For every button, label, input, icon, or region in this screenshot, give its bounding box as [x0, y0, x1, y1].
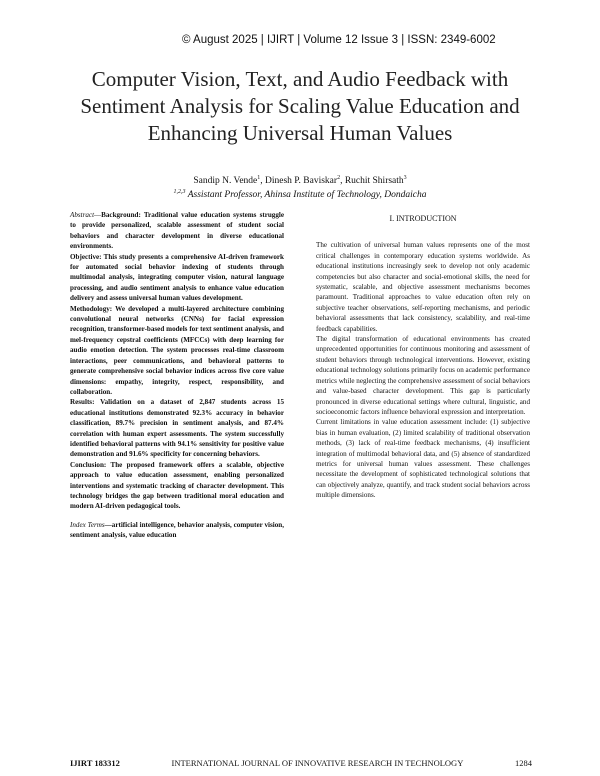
- abstract-label: Results:: [70, 398, 95, 407]
- footer-paper-id: IJIRT 183312: [70, 758, 120, 768]
- journal-header: © August 2025 | IJIRT | Volume 12 Issue 3 | ISSN: 2349-6002: [182, 34, 496, 46]
- affiliation-mark: 1,2,3: [173, 188, 186, 195]
- author-affiliation-mark: 2: [337, 174, 341, 181]
- author-separator: ,: [340, 176, 345, 186]
- abstract-lead: Abstract: [70, 211, 95, 219]
- author-list: [40, 175, 560, 187]
- page-footer: [70, 758, 532, 768]
- abstract-text: Validation on a dataset of 2,847 students across 15 educational institutions demonstrated 92.3% accuracy in behavior classification, 89.7% precision in sentiment analysis, and 87.4% correlation with human expert assessments. The system successfully identified behavioral patterns with 94.1% sensitivity for positive value demonstration and 91.6% specificity for concerning behaviors.: [70, 398, 284, 459]
- intro-paragraph: Current limitations in value education assessment include: (1) subjective bias in human evaluation, (2) limited scalability of traditional observation methods, (3) lack of real-time feedback mechanisms, (4) insufficient integration of multimodal behavioral data, and (5) absence of standardized metrics for universal human values assessment. These challenges necessitate the development of sophisticated technological solutions that can objectively analyze, quantify, and track student social behaviors across multiple dimensions.: [316, 418, 530, 500]
- abstract-conclusion: [70, 460, 284, 512]
- author-affiliation-mark: 1: [257, 174, 261, 181]
- index-terms-label: Index Terms: [70, 520, 105, 529]
- introduction-column: [316, 210, 530, 501]
- author-separator: ,: [260, 176, 266, 186]
- abstract-label: Methodology:: [70, 304, 113, 313]
- abstract-text: Traditional value education systems struggle to provide personalized, scalable assessment of student social behaviors and character development in diverse educational environments.: [70, 211, 284, 251]
- abstract-label: Background:: [101, 211, 141, 219]
- affiliation: [40, 189, 560, 201]
- abstract-column: [70, 210, 284, 541]
- abstract-text: This study presents a comprehensive AI-driven framework for automated social behavior indexing of students through multimodal analysis, integrating computer vision, natural language processing, and audio sentiment analysis to enhance value education delivery and assess universal human values development.: [70, 252, 284, 303]
- title-line: Sentiment Analysis for Scaling Value Education and: [80, 94, 520, 118]
- abstract-results: [70, 397, 284, 459]
- section-heading: I. INTRODUCTION: [389, 214, 457, 223]
- abstract-text: The proposed framework offers a scalable, objective approach to value education assessment, enabling personalized interventions and systematic tracking of character development. This technology bridges the gap between traditional moral education and modern AI-driven pedagogical tools.: [70, 460, 284, 511]
- affiliation-text: Assistant Professor, Ahinsa Institute of Technology, Dondaicha: [185, 190, 427, 200]
- abstract-methodology: [70, 304, 284, 398]
- intro-paragraph: The digital transformation of educational environments has created unprecedented opportunities for continuous monitoring and assessment of student behaviors through technological interventions. However, existing educational technology solutions primarily focus on academic performance metrics while neglecting the comprehensive assessment of social behaviors and value-based character development. This gap is particularly pronounced in diverse educational settings where cultural, linguistic, and socioeconomic factors influence behavioral expression and interpretation.: [316, 335, 530, 416]
- footer-journal-name: INTERNATIONAL JOURNAL OF INNOVATIVE RESEARCH IN TECHNOLOGY: [171, 758, 464, 768]
- author-affiliation-mark: 3: [403, 174, 407, 181]
- paper-title: [40, 66, 560, 147]
- abstract-objective: [70, 252, 284, 304]
- index-terms: [70, 520, 284, 541]
- author-name: Dinesh P. Baviskar: [265, 176, 338, 186]
- abstract-dash: —: [94, 211, 102, 219]
- abstract-text: We developed a multi-layered architecture combining convolutional neural networks (CNNs) for facial expression recognition, transformer-based models for text sentiment analysis, and mel-frequency cepstral coefficients (MFCCs) with deep learning for audio emotion detection. The system processes real-time classroom interactions, peer communications, and behavioral patterns to generate comprehensive social behavior indices across five core value dimensions: empathy, integrity, respect, responsibility, and collaboration.: [70, 304, 284, 396]
- title-line: Enhancing Universal Human Values: [147, 121, 453, 145]
- index-terms-text: —artificial intelligence, behavior analysis, computer vision, sentiment analysis, value education: [70, 520, 284, 540]
- abstract-background: [70, 210, 284, 252]
- abstract-label: Conclusion:: [70, 460, 107, 469]
- author-name: Sandip N. Vende: [193, 176, 258, 186]
- title-line: Computer Vision, Text, and Audio Feedback with: [91, 67, 509, 91]
- footer-page-number: 1284: [515, 758, 532, 768]
- intro-paragraph: The cultivation of universal human values represents one of the most critical challenges in contemporary education systems worldwide. As educational institutions increasingly seek to develop not only academic competencies but also character and social-emotional skills, the need for systematic, scalable, and objective assessment mechanisms becomes paramount. Traditional approaches to value education often rely on subjective teacher observations, self-reporting mechanisms, and periodic behavioral assessments that lack consistency, scalability, and real-time feedback capabilities.: [316, 241, 530, 333]
- author-name: Ruchit Shirsath: [344, 176, 404, 186]
- abstract-label: Objective:: [70, 252, 102, 261]
